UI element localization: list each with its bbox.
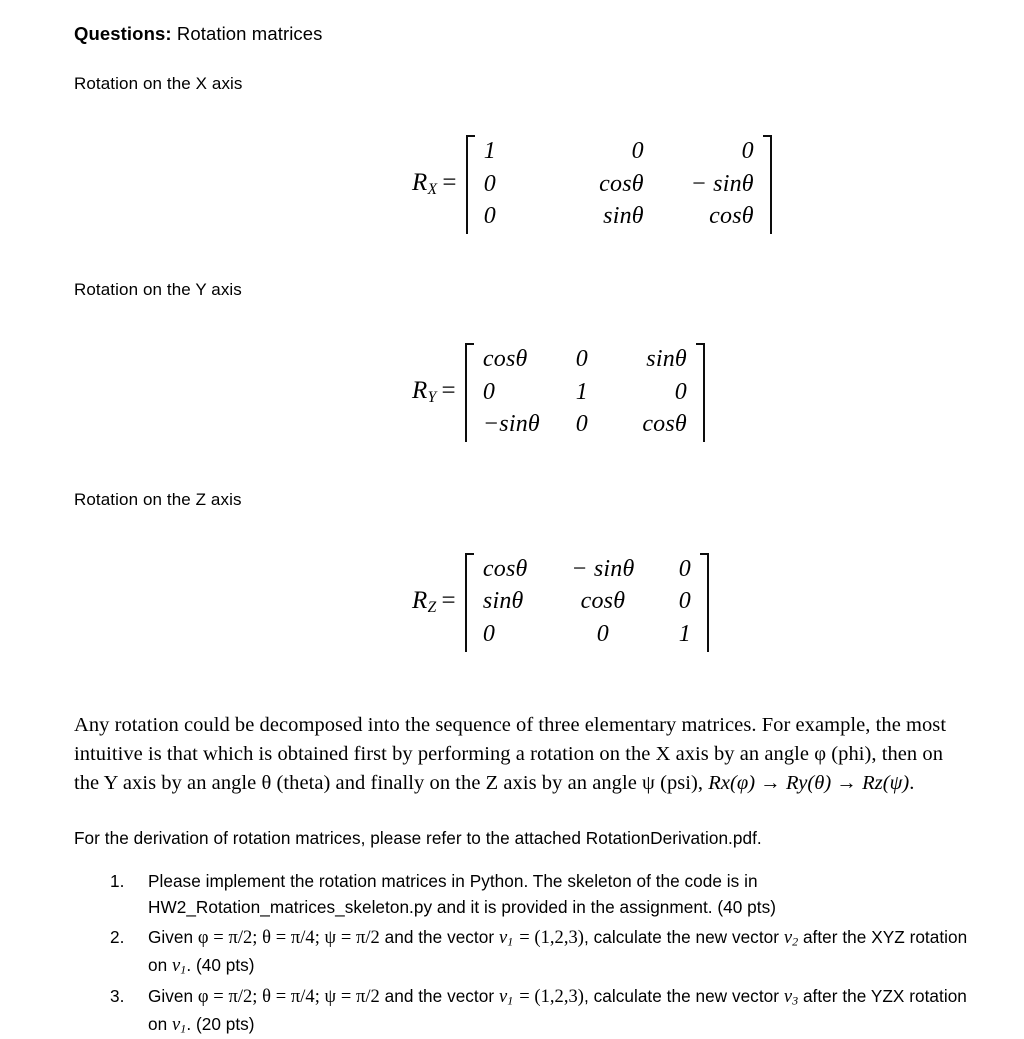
list-item — [74, 983, 968, 1039]
matrix-cell: − sinθ — [690, 170, 754, 197]
equation-rotation-z — [74, 552, 968, 653]
matrix-cell: 1 — [678, 621, 691, 648]
matrix-cell: cosθ — [642, 411, 687, 438]
question-3-on-vector: $v_1$ — [172, 1014, 187, 1036]
equation-y-label: $R_Y$ = — [412, 377, 456, 407]
section-heading-x: Rotation on the X axis — [74, 73, 243, 93]
matrix-cell: 0 — [483, 170, 496, 197]
question-3-after-result: after the — [798, 985, 871, 1006]
left-bracket-icon — [465, 552, 476, 653]
page-title-lead: Questions: — [74, 23, 172, 44]
matrix-cell: 0 — [482, 621, 496, 648]
spacer — [74, 653, 968, 711]
question-1-line1: Please implement the rotation matrices in Python. The skeleton of the code is in — [148, 871, 758, 892]
question-1-line2: HW2_Rotation_matrices_skeleton.py and it is provided in the assignment. (40 pts) — [148, 897, 776, 918]
question-3-points: . (20 pts) — [186, 1013, 255, 1034]
matrix-cell: 0 — [596, 621, 609, 648]
matrix-cell: 0 — [678, 588, 691, 615]
right-bracket-icon — [698, 552, 709, 653]
matrix-cell: sinθ — [646, 345, 687, 372]
spacer — [74, 302, 968, 342]
matrix-cell: cosθ — [482, 345, 528, 372]
matrix-x — [466, 134, 772, 235]
question-3-givens: φ = π/2; θ = π/4; ψ = π/2 — [197, 986, 380, 1007]
question-2-result-vector: $v_2$ — [783, 927, 799, 949]
spacer — [74, 512, 968, 552]
page-title — [74, 22, 968, 47]
question-3-vector: $v_1$ — [498, 986, 514, 1008]
matrix-cell: 1 — [483, 137, 496, 164]
section-heading-y: Rotation on the Y axis — [74, 279, 242, 299]
matrix-cell: sinθ — [482, 588, 524, 615]
left-bracket-icon — [465, 342, 476, 443]
question-2-givens: φ = π/2; θ = π/4; ψ = π/2 — [197, 927, 380, 948]
questions-list — [74, 868, 968, 1039]
list-item — [74, 924, 968, 980]
list-item — [74, 868, 968, 920]
matrix-cell: cosθ — [709, 203, 754, 230]
question-3-rotation-word: rotation on — [148, 985, 967, 1034]
decomposition-text-end: . — [909, 772, 915, 795]
matrix-cell: 0 — [631, 137, 644, 164]
right-bracket-icon — [694, 342, 705, 443]
question-2-points: . (40 pts) — [186, 954, 255, 975]
question-3-result-vector: $v_3$ — [783, 986, 799, 1008]
matrix-cell: sinθ — [603, 203, 644, 230]
section-heading-z: Rotation on the Z axis — [74, 489, 242, 509]
decomposition-text: Any rotation could be decomposed into the sequence of three elementary matrices. For example, the most intuitive is that which is obtained first by performing a rotation on the X axis by an angle φ (phi), then on the Y axis by an angle θ (theta) and finally on the Z axis by an angle ψ (psi), — [74, 713, 947, 795]
page-title-rest: Rotation matrices — [171, 23, 323, 44]
matrix-cell: −sinθ — [482, 411, 540, 438]
matrix-z — [465, 552, 709, 653]
spacer — [74, 235, 968, 279]
equation-z-label: $R_Z$ = — [412, 587, 456, 617]
question-2-rotation-order: XYZ — [871, 926, 905, 947]
question-3-given-label: Given — [148, 985, 198, 1006]
question-2-on-vector: $v_1$ — [172, 955, 187, 977]
decomposition-math-sequence: Rx(φ) → Ry(θ) → Rz(ψ) — [708, 772, 910, 795]
reference-note: For the derivation of rotation matrices, please refer to the attached RotationDerivation.pdf. — [74, 828, 762, 849]
question-3-vector-value: = (1,2,3) — [519, 986, 585, 1007]
right-bracket-icon — [761, 134, 772, 235]
matrix-cell: 0 — [482, 378, 496, 405]
matrix-cell: cosθ — [482, 555, 528, 582]
matrix-cell: cosθ — [580, 588, 626, 615]
decomposition-paragraph — [74, 711, 968, 798]
matrix-cell: − sinθ — [571, 555, 635, 582]
question-3-mid: and the vector — [379, 985, 499, 1006]
matrix-cell: 0 — [575, 345, 588, 372]
question-3-rotation-order: YZX — [870, 985, 905, 1006]
equation-rotation-y — [74, 342, 968, 443]
question-2-rotation-word: rotation on — [148, 926, 968, 975]
question-2-vector-value: = (1,2,3) — [519, 927, 585, 948]
matrix-cell: 0 — [741, 137, 754, 164]
question-2-mid: and the vector — [379, 926, 499, 947]
spacer — [74, 96, 968, 134]
question-2-given-label: Given — [148, 926, 198, 947]
question-2-tail: , calculate the new vector — [584, 926, 784, 947]
question-3-tail: , calculate the new vector — [584, 985, 784, 1006]
question-2-after-result: after the — [798, 926, 872, 947]
spacer — [74, 798, 968, 826]
matrix-cell: 0 — [678, 555, 691, 582]
equation-x-label: $R_X$ = — [412, 169, 457, 199]
spacer — [74, 443, 968, 489]
matrix-cell: 0 — [674, 378, 687, 405]
matrix-cell: 1 — [575, 378, 588, 405]
matrix-cell: 0 — [575, 411, 588, 438]
matrix-cell: cosθ — [599, 170, 644, 197]
left-bracket-icon — [466, 134, 477, 235]
matrix-y — [465, 342, 705, 443]
question-2-vector: $v_1$ — [498, 927, 514, 949]
matrix-cell: 0 — [483, 203, 496, 230]
equation-rotation-x — [74, 134, 968, 235]
